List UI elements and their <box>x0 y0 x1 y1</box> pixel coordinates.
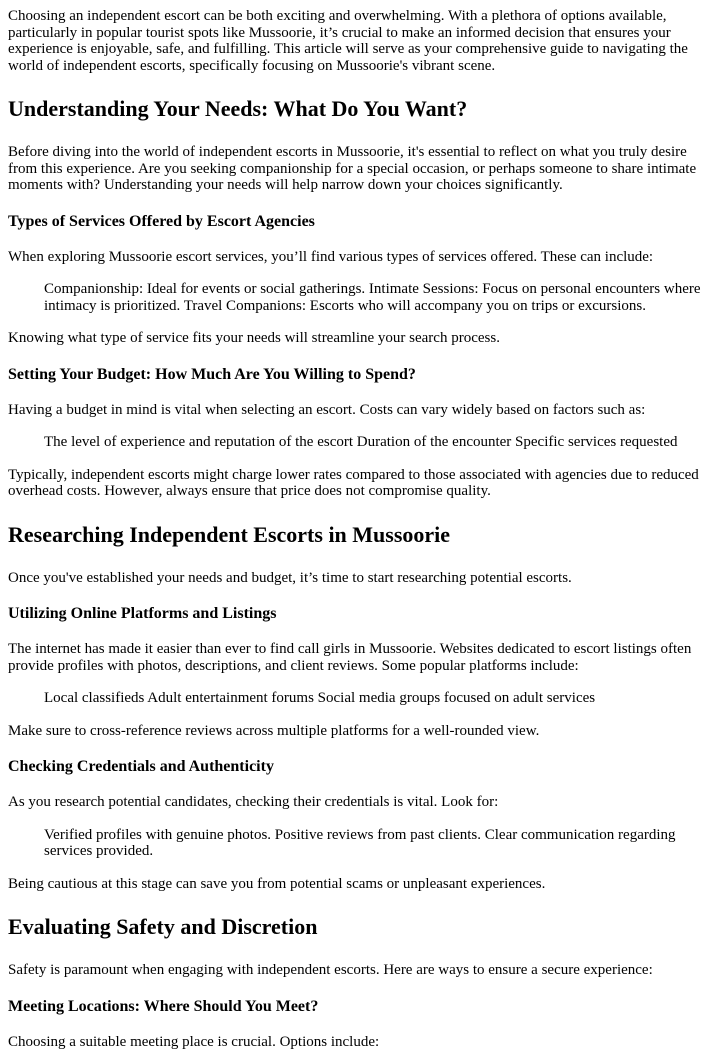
safety-paragraph: Safety is paramount when engaging with independent escorts. Here are ways to ensure a secure experience: <box>8 962 712 979</box>
heading-researching: Researching Independent Escorts in Mussoorie <box>8 522 712 548</box>
heading-understanding-needs: Understanding Your Needs: What Do You Want? <box>8 96 712 122</box>
types-list-quote: Companionship: Ideal for events or social gatherings. Intimate Sessions: Focus on personal encounters where intimacy is prioritized. Travel Companions: Escorts who will accompany you on trips or excursions. <box>44 281 712 314</box>
budget-paragraph: Having a budget in mind is vital when selecting an escort. Costs can vary widely based on factors such as: <box>8 402 712 419</box>
budget-after-paragraph: Typically, independent escorts might charge lower rates compared to those associated with agencies due to reduced overhead costs. However, always ensure that price does not compromise quality. <box>8 467 712 500</box>
online-paragraph: The internet has made it easier than ever to find call girls in Mussoorie. Websites dedicated to escort listings often provide profiles with photos, descriptions, and client reviews. Some popular platforms include: <box>8 641 712 674</box>
heading-online-platforms: Utilizing Online Platforms and Listings <box>8 604 712 624</box>
heading-safety: Evaluating Safety and Discretion <box>8 914 712 940</box>
heading-types-of-services: Types of Services Offered by Escort Agencies <box>8 212 712 232</box>
credentials-paragraph: As you research potential candidates, checking their credentials is vital. Look for: <box>8 794 712 811</box>
meeting-paragraph: Choosing a suitable meeting place is crucial. Options include: <box>8 1034 712 1050</box>
needs-paragraph: Before diving into the world of independent escorts in Mussoorie, it's essential to reflect on what you truly desire from this experience. Are you seeking companionship for a special occasion, or perhaps someone to share intimate moments with? Understanding your needs will help narrow down your choices significantly. <box>8 144 712 194</box>
heading-budget: Setting Your Budget: How Much Are You Willing to Spend? <box>8 365 712 385</box>
heading-meeting-locations: Meeting Locations: Where Should You Meet? <box>8 997 712 1017</box>
intro-paragraph: Choosing an independent escort can be both exciting and overwhelming. With a plethora of options available, particularly in popular tourist spots like Mussoorie, it’s crucial to make an informed decision that ensures your experience is enjoyable, safe, and fulfilling. This article will serve as your comprehensive guide to navigating the world of independent escorts, specifically focusing on Mussoorie's vibrant scene. <box>8 8 712 74</box>
heading-credentials: Checking Credentials and Authenticity <box>8 757 712 777</box>
online-list-quote: Local classifieds Adult entertainment forums Social media groups focused on adult services <box>44 690 712 707</box>
credentials-list-quote: Verified profiles with genuine photos. Positive reviews from past clients. Clear communication regarding services provided. <box>44 827 712 860</box>
research-paragraph: Once you've established your needs and budget, it’s time to start researching potential escorts. <box>8 570 712 587</box>
types-after-paragraph: Knowing what type of service fits your needs will streamline your search process. <box>8 330 712 347</box>
types-paragraph: When exploring Mussoorie escort services, you’ll find various types of services offered. These can include: <box>8 249 712 266</box>
credentials-after-paragraph: Being cautious at this stage can save you from potential scams or unpleasant experiences. <box>8 876 712 893</box>
budget-list-quote: The level of experience and reputation of the escort Duration of the encounter Specific services requested <box>44 434 712 451</box>
online-after-paragraph: Make sure to cross-reference reviews across multiple platforms for a well-rounded view. <box>8 723 712 740</box>
